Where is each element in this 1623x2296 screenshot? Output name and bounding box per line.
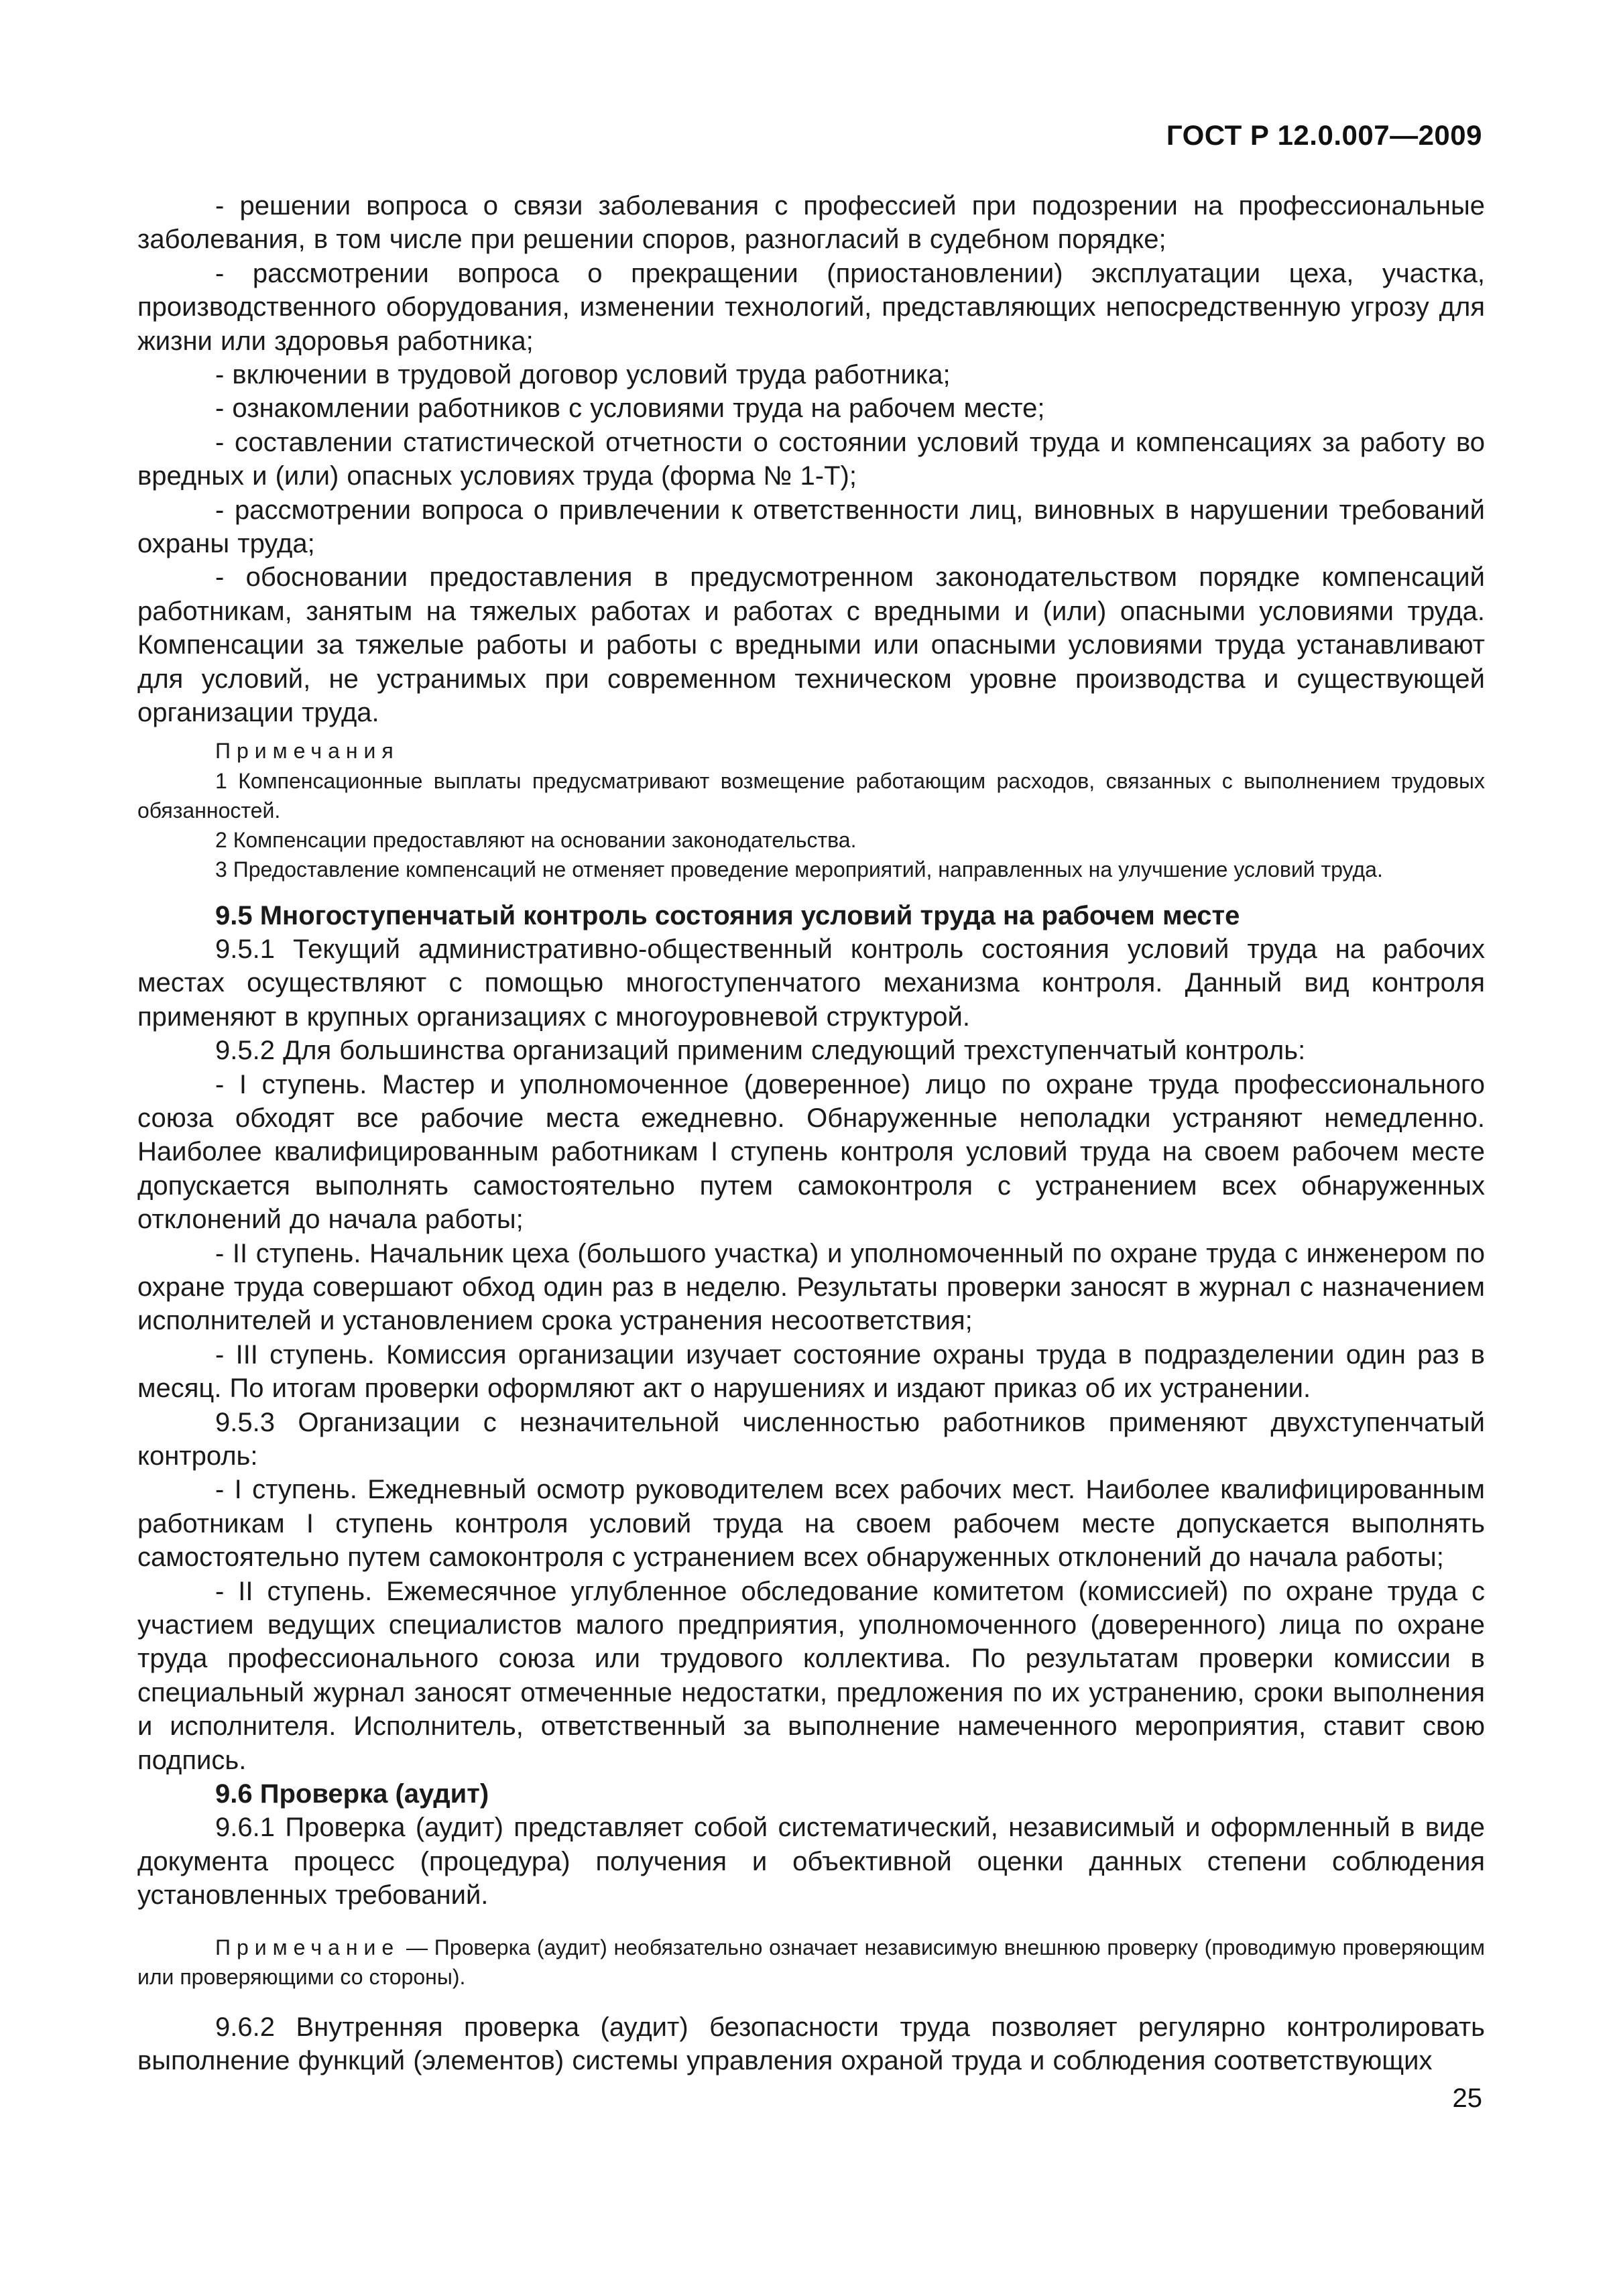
paragraph: 9.5.2 Для большинства организаций применим следующий трехступенчатый контроль: xyxy=(215,1036,1306,1066)
note-text: — Проверка (аудит) необязательно означает независимую внешнюю проверку (проводимую проверяющим или проверяющими со стороны). xyxy=(137,1935,1485,1989)
note-label: Примечание xyxy=(215,1935,400,1959)
note-item: 2 Компенсации предоставляют на основании законодательства. xyxy=(215,827,857,852)
paragraph: - обосновании предоставления в предусмотренном законодательством порядке компенсаций работникам, занятым на тяжелых работах и работах с вредными и (или) опасными условиями труда. Компенсации за тяжелые работы и работы с вредными или опасными условиями труда устанавливают для условий, не устранимых при современном техническом уровне производства и существующей организации труда. xyxy=(137,562,1485,728)
paragraph: - ознакомлении работников с условиями труда на рабочем месте; xyxy=(215,394,1045,424)
section-heading-9-6: 9.6 Проверка (аудит) xyxy=(215,1779,489,1809)
paragraph: - составлении статистической отчетности о состоянии условий труда и компенсациях за работу во вредных и (или) опасных условиях труда (форма № 1-Т); xyxy=(137,427,1485,491)
inline-note xyxy=(137,1933,1485,1992)
section-heading-9-5: 9.5 Многоступенчатый контроль состояния условий труда на рабочем месте xyxy=(215,900,1240,930)
page-content xyxy=(137,189,1485,2078)
paragraph: - II ступень. Начальник цеха (большого участка) и уполномоченный по охране труда с инженером по охране труда совершают обход один раз в неделю. Результаты проверки заносят в журнал с назначением исполнителей и установлением срока устранения несоответствия; xyxy=(137,1238,1485,1336)
note-item: 1 Компенсационные выплаты предусматривают возмещение работающим расходов, связанных с выполнением трудовых обязанностей. xyxy=(137,768,1485,823)
document-code-header: ГОСТ Р 12.0.007—2009 xyxy=(1166,119,1482,151)
paragraph: 9.5.3 Организации с незначительной численностью работников применяют двухступенчатый контроль: xyxy=(137,1407,1485,1471)
paragraph: - решении вопроса о связи заболевания с профессией при подозрении на профессиональные заболевания, в том числе при решении споров, разногласий в судебном порядке; xyxy=(137,191,1485,255)
paragraph: - I ступень. Ежедневный осмотр руководителем всех рабочих мест. Наиболее квалифицированным работникам I ступень контроля условий труда на своем рабочем месте допускается выполнять самостоятельно путем самоконтроля с устранением всех обнаруженных отклонений до начала работы; xyxy=(137,1475,1485,1573)
paragraph: - включении в трудовой договор условий труда работника; xyxy=(215,360,951,390)
paragraph: - рассмотрении вопроса о привлечении к ответственности лиц, виновных в нарушении требований охраны труда; xyxy=(137,495,1485,559)
page-number: 25 xyxy=(1452,2083,1482,2113)
paragraph: - III ступень. Комиссия организации изучает состояние охраны труда в подразделении один раз в месяц. По итогам проверки оформляют акт о нарушениях и издают приказ об их устранении. xyxy=(137,1339,1485,1404)
paragraph: 9.6.2 Внутренняя проверка (аудит) безопасности труда позволяет регулярно контролировать выполнение функций (элементов) системы управления охраной труда и соблюдения соответствующих xyxy=(137,2012,1485,2076)
notes-title: Примечания xyxy=(215,738,400,763)
paragraph: - II ступень. Ежемесячное углубленное обследование комитетом (комиссией) по охране труда с участием ведущих специалистов малого предприятия, уполномоченного (доверенного) лица по охране труда профессионального союза или трудового коллектива. По результатам проверки комиссии в специальный журнал заносят отмеченные недостатки, предложения по их устранению, сроки выполнения и исполнителя. Исполнитель, ответственный за выполнение намеченного мероприятия, ставит свою подпись. xyxy=(137,1576,1485,1775)
paragraph: - рассмотрении вопроса о прекращении (приостановлении) эксплуатации цеха, участка, производственного оборудования, изменении технологий, представляющих непосредственную угрозу для жизни или здоровья работника; xyxy=(137,258,1485,356)
note-item: 3 Предоставление компенсаций не отменяет проведение мероприятий, направленных на улучшение условий труда. xyxy=(215,857,1383,882)
paragraph: 9.6.1 Проверка (аудит) представляет собой систематический, независимый и оформленный в виде документа процесс (процедура) получения и объективной оценки данных степени соблюдения установленных требований. xyxy=(137,1813,1485,1911)
paragraph: 9.5.1 Текущий административно-общественный контроль состояния условий труда на рабочих местах осуществляют с помощью многоступенчатого механизма контроля. Данный вид контроля применяют в крупных организациях с многоуровневой структурой. xyxy=(137,934,1485,1032)
paragraph: - I ступень. Мастер и уполномоченное (доверенное) лицо по охране труда профессионального союза обходят все рабочие места ежедневно. Обнаруженные неполадки устраняют немедленно. Наиболее квалифицированным работникам I ступень контроля условий труда на своем рабочем месте допускается выполнять самостоятельно путем самоконтроля с устранением всех обнаруженных отклонений до начала работы; xyxy=(137,1069,1485,1235)
